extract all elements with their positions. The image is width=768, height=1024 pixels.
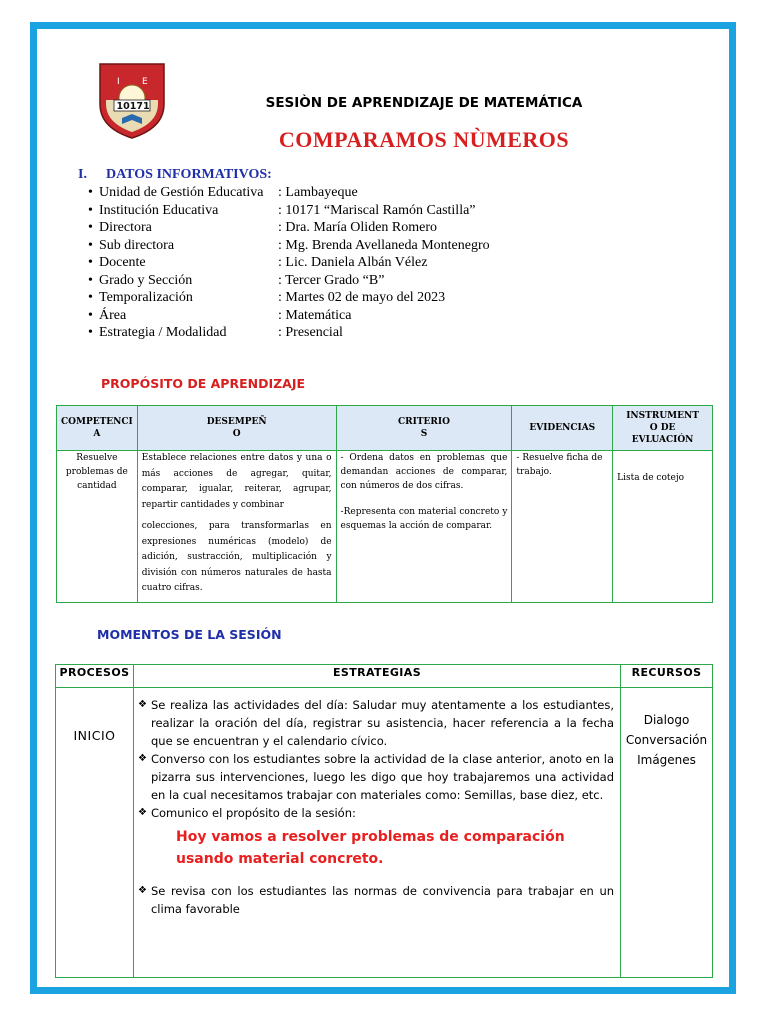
momentos-heading: MOMENTOS DE LA SESIÓN (97, 627, 282, 642)
criterio-text-1: - Ordena datos en problemas que demandan acciones de comparar, con números de dos cifras. (340, 453, 508, 491)
datos-label: Temporalización (99, 290, 193, 305)
col-header-procesos: PROCESOS (56, 665, 134, 688)
datos-row: • Directora : Dra. María Oliden Romero (88, 220, 438, 235)
diamond-bullet-icon: ❖ (138, 807, 147, 818)
datos-row: • Grado y Sección : Tercer Grado “B” (88, 272, 385, 288)
datos-row: • Institución Educativa : 10171 “Mariscal Ramón Castilla” (88, 202, 476, 218)
strategy-item: ❖ Se revisa con los estudiantes las normas de convivencia para trabajar en un clima favorable (134, 882, 614, 918)
datos-list (88, 184, 490, 342)
datos-row: • Docente : Lic. Daniela Albán Vélez (88, 255, 428, 270)
datos-heading-text: DATOS INFORMATIVOS: (106, 167, 272, 182)
datos-value: : Tercer Grado “B” (278, 272, 385, 288)
col-header-instrumento: INSTRUMENT O DE EVLUACIÓN (613, 406, 713, 451)
diamond-bullet-icon: ❖ (138, 699, 147, 710)
datos-row: • Área : Matemática (88, 307, 352, 323)
datos-row: • Estrategia / Modalidad : Presencial (88, 325, 343, 340)
datos-row: • Temporalización : Martes 02 de mayo del 2023 (88, 290, 446, 305)
col-header-evidencias: EVIDENCIAS (512, 406, 613, 451)
datos-value: : Martes 02 de mayo del 2023 (278, 290, 446, 305)
datos-row: • Sub directora : Mg. Brenda Avellaneda Montenegro (88, 237, 490, 253)
desempeno-text-2: colecciones, para transformarlas en expresiones numéricas (modelo) de adición, sustracción, multiplicación y división con números naturales de hasta cuatro cifras. (141, 521, 332, 593)
datos-value: : Lic. Daniela Albán Vélez (278, 255, 428, 270)
main-title: COMPARAMOS NÙMEROS (278, 127, 570, 152)
col-header-recursos: RECURSOS (621, 665, 713, 688)
recursos-cell (621, 688, 713, 978)
datos-heading (78, 167, 272, 183)
evidencia-cell: - Resuelve ficha de trabajo. (512, 451, 613, 603)
datos-label: Área (99, 307, 127, 323)
logo-number: 10171 (116, 101, 150, 112)
session-title: SESIÒN DE APRENDIZAJE DE MATEMÁTICA (265, 95, 583, 111)
datos-label: Docente (99, 255, 146, 270)
estrategias-cell (133, 688, 620, 978)
desempeno-text-1: Establece relaciones entre datos y una o más acciones de agregar, quitar, comparar, igualar, reiterar, agrupar, repartir cantidades y combinar (141, 453, 332, 510)
diamond-bullet-icon: ❖ (138, 885, 147, 896)
datos-label: Estrategia / Modalidad (99, 325, 227, 340)
datos-row: • Unidad de Gestión Educativa : Lambayeque (88, 185, 358, 200)
datos-value: : Mg. Brenda Avellaneda Montenegro (278, 237, 490, 253)
momentos-table (55, 664, 713, 978)
col-header-competencia: COMPETENCI A (57, 406, 138, 451)
proceso-cell: INICIO (56, 688, 134, 978)
recurso-item: Conversación (625, 733, 708, 747)
strategy-item: ❖ Converso con los estudiantes sobre la actividad de la clase anterior, anoto en la pizarra sus intervenciones, luego les digo que hoy trabajaremos una actividad en la cual necesitamos trabajar con materiales como: Semillas, base diez, etc. (134, 750, 614, 804)
col-header-estrategias: ESTRATEGIAS (133, 665, 620, 688)
desempeno-cell (137, 451, 336, 603)
datos-value: : 10171 “Mariscal Ramón Castilla” (278, 202, 476, 218)
logo-letter-i: I (117, 77, 120, 87)
proposito-heading: PROPÓSITO DE APRENDIZAJE (101, 376, 306, 391)
strategy-item: ❖ Comunico el propósito de la sesión: (134, 804, 614, 822)
datos-label: Grado y Sección (99, 272, 193, 288)
datos-label: Sub directora (99, 237, 175, 253)
recurso-item: Dialogo (643, 713, 690, 727)
instrumento-cell: Lista de cotejo (613, 451, 713, 603)
datos-value: : Dra. María Oliden Romero (278, 220, 438, 235)
recurso-item: Imágenes (637, 753, 696, 767)
session-goal: Hoy vamos a resolver problemas de comparación usando material concreto. (175, 829, 565, 867)
datos-value: : Matemática (278, 307, 352, 323)
criterio-text-2: -Representa con material concreto y esquemas la acción de comparar. (340, 507, 508, 531)
strategy-item: ❖ Se realiza las actividades del día: Saludar muy atentamente a los estudiantes, realizar la oración del día, registrar su asistencia, hacer referencia a la fecha que se encuentran y el calendario cívico. (134, 696, 614, 750)
datos-label: Unidad de Gestión Educativa (99, 185, 264, 200)
diamond-bullet-icon: ❖ (138, 753, 147, 764)
col-header-desempeno: DESEMPEÑ O (137, 406, 336, 451)
datos-label: Directora (99, 220, 152, 235)
section-number: I. (78, 167, 87, 182)
logo-letter-e: E (142, 77, 148, 87)
criterio-cell (336, 451, 512, 603)
datos-value: : Presencial (278, 325, 343, 340)
competencia-cell: Resuelve problemas de cantidad (57, 451, 138, 603)
datos-value: : Lambayeque (278, 185, 358, 200)
proposito-table (56, 405, 713, 603)
col-header-criterios: CRITERIO S (336, 406, 512, 451)
datos-label: Institución Educativa (99, 202, 219, 218)
